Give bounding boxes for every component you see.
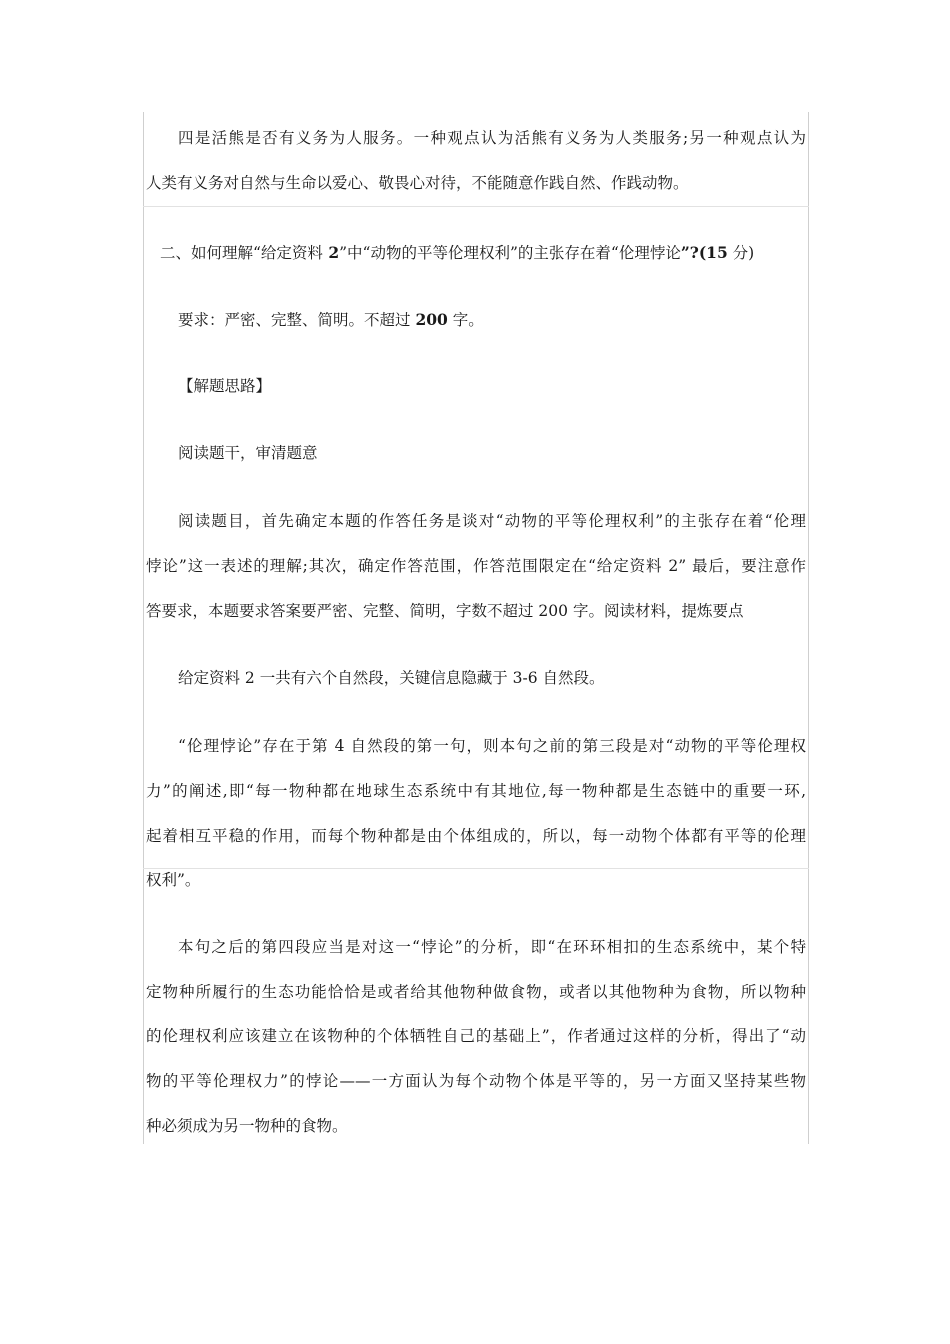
frame-right-border bbox=[808, 112, 809, 1144]
frame-left-border bbox=[143, 112, 144, 1144]
paragraph-line: 权利”。 bbox=[146, 871, 201, 889]
paragraph-line: 本句之后的第四段应当是对这一“悖论”的分析，即“在环环相扣的生态系统中，某个特 bbox=[178, 938, 806, 956]
paragraph-line: 人类有义务对自然与生命以爱心、敬畏心对待，不能随意作践自然、作践动物。 bbox=[146, 174, 689, 192]
paragraph-line: 力”的阐述,即“每一物种都在地球生态系统中有其地位,每一物种都是生态链中的重要一环, bbox=[146, 782, 806, 800]
section-heading: 【解题思路】 bbox=[178, 377, 272, 395]
paragraph-line: 种必须成为另一物种的食物。 bbox=[146, 1117, 348, 1135]
paragraph-line: 悖论”这一表述的理解;其次，确定作答范围，作答范围限定在“给定资料 2” 最后，要注意作 bbox=[146, 557, 806, 575]
paragraph-line: 答要求，本题要求答案要严密、完整、简明，字数不超过 200 字。阅读材料，提炼要点 bbox=[146, 602, 744, 620]
requirement-line: 要求：严密、完整、简明。不超过 200 字。 bbox=[178, 310, 484, 329]
paragraph-line: 定物种所履行的生态功能恰恰是或者给其他物种做食物，或者以其他物种为食物，所以物种 bbox=[146, 983, 806, 1001]
row-divider bbox=[143, 868, 809, 869]
question-title: 二、如何理解“给定资料 2”中“动物的平等伦理权利”的主张存在着“伦理悖论”?(15 分) bbox=[160, 243, 755, 262]
paragraph-line: 的伦理权利应该建立在该物种的个体牺牲自己的基础上”，作者通过这样的分析，得出了“动 bbox=[146, 1027, 806, 1045]
paragraph-line: “伦理悖论”存在于第 4 自然段的第一句，则本句之前的第三段是对“动物的平等伦理权 bbox=[178, 737, 806, 755]
row-divider bbox=[143, 206, 809, 207]
paragraph-line: 四是活熊是否有义务为人服务。一种观点认为活熊有义务为人类服务;另一种观点认为 bbox=[178, 129, 806, 147]
paragraph-line: 起着相互平稳的作用，而每个物种都是由个体组成的，所以，每一动物个体都有平等的伦理 bbox=[146, 827, 806, 845]
paragraph-line: 物的平等伦理权力”的悖论——一方面认为每个动物个体是平等的，另一方面又坚持某些物 bbox=[146, 1072, 806, 1090]
paragraph-line: 给定资料 2 一共有六个自然段，关键信息隐藏于 3-6 自然段。 bbox=[178, 669, 605, 687]
subheading: 阅读题干，审清题意 bbox=[178, 444, 318, 462]
paragraph-line: 阅读题目，首先确定本题的作答任务是谈对“动物的平等伦理权利”的主张存在着“伦理 bbox=[178, 512, 806, 530]
